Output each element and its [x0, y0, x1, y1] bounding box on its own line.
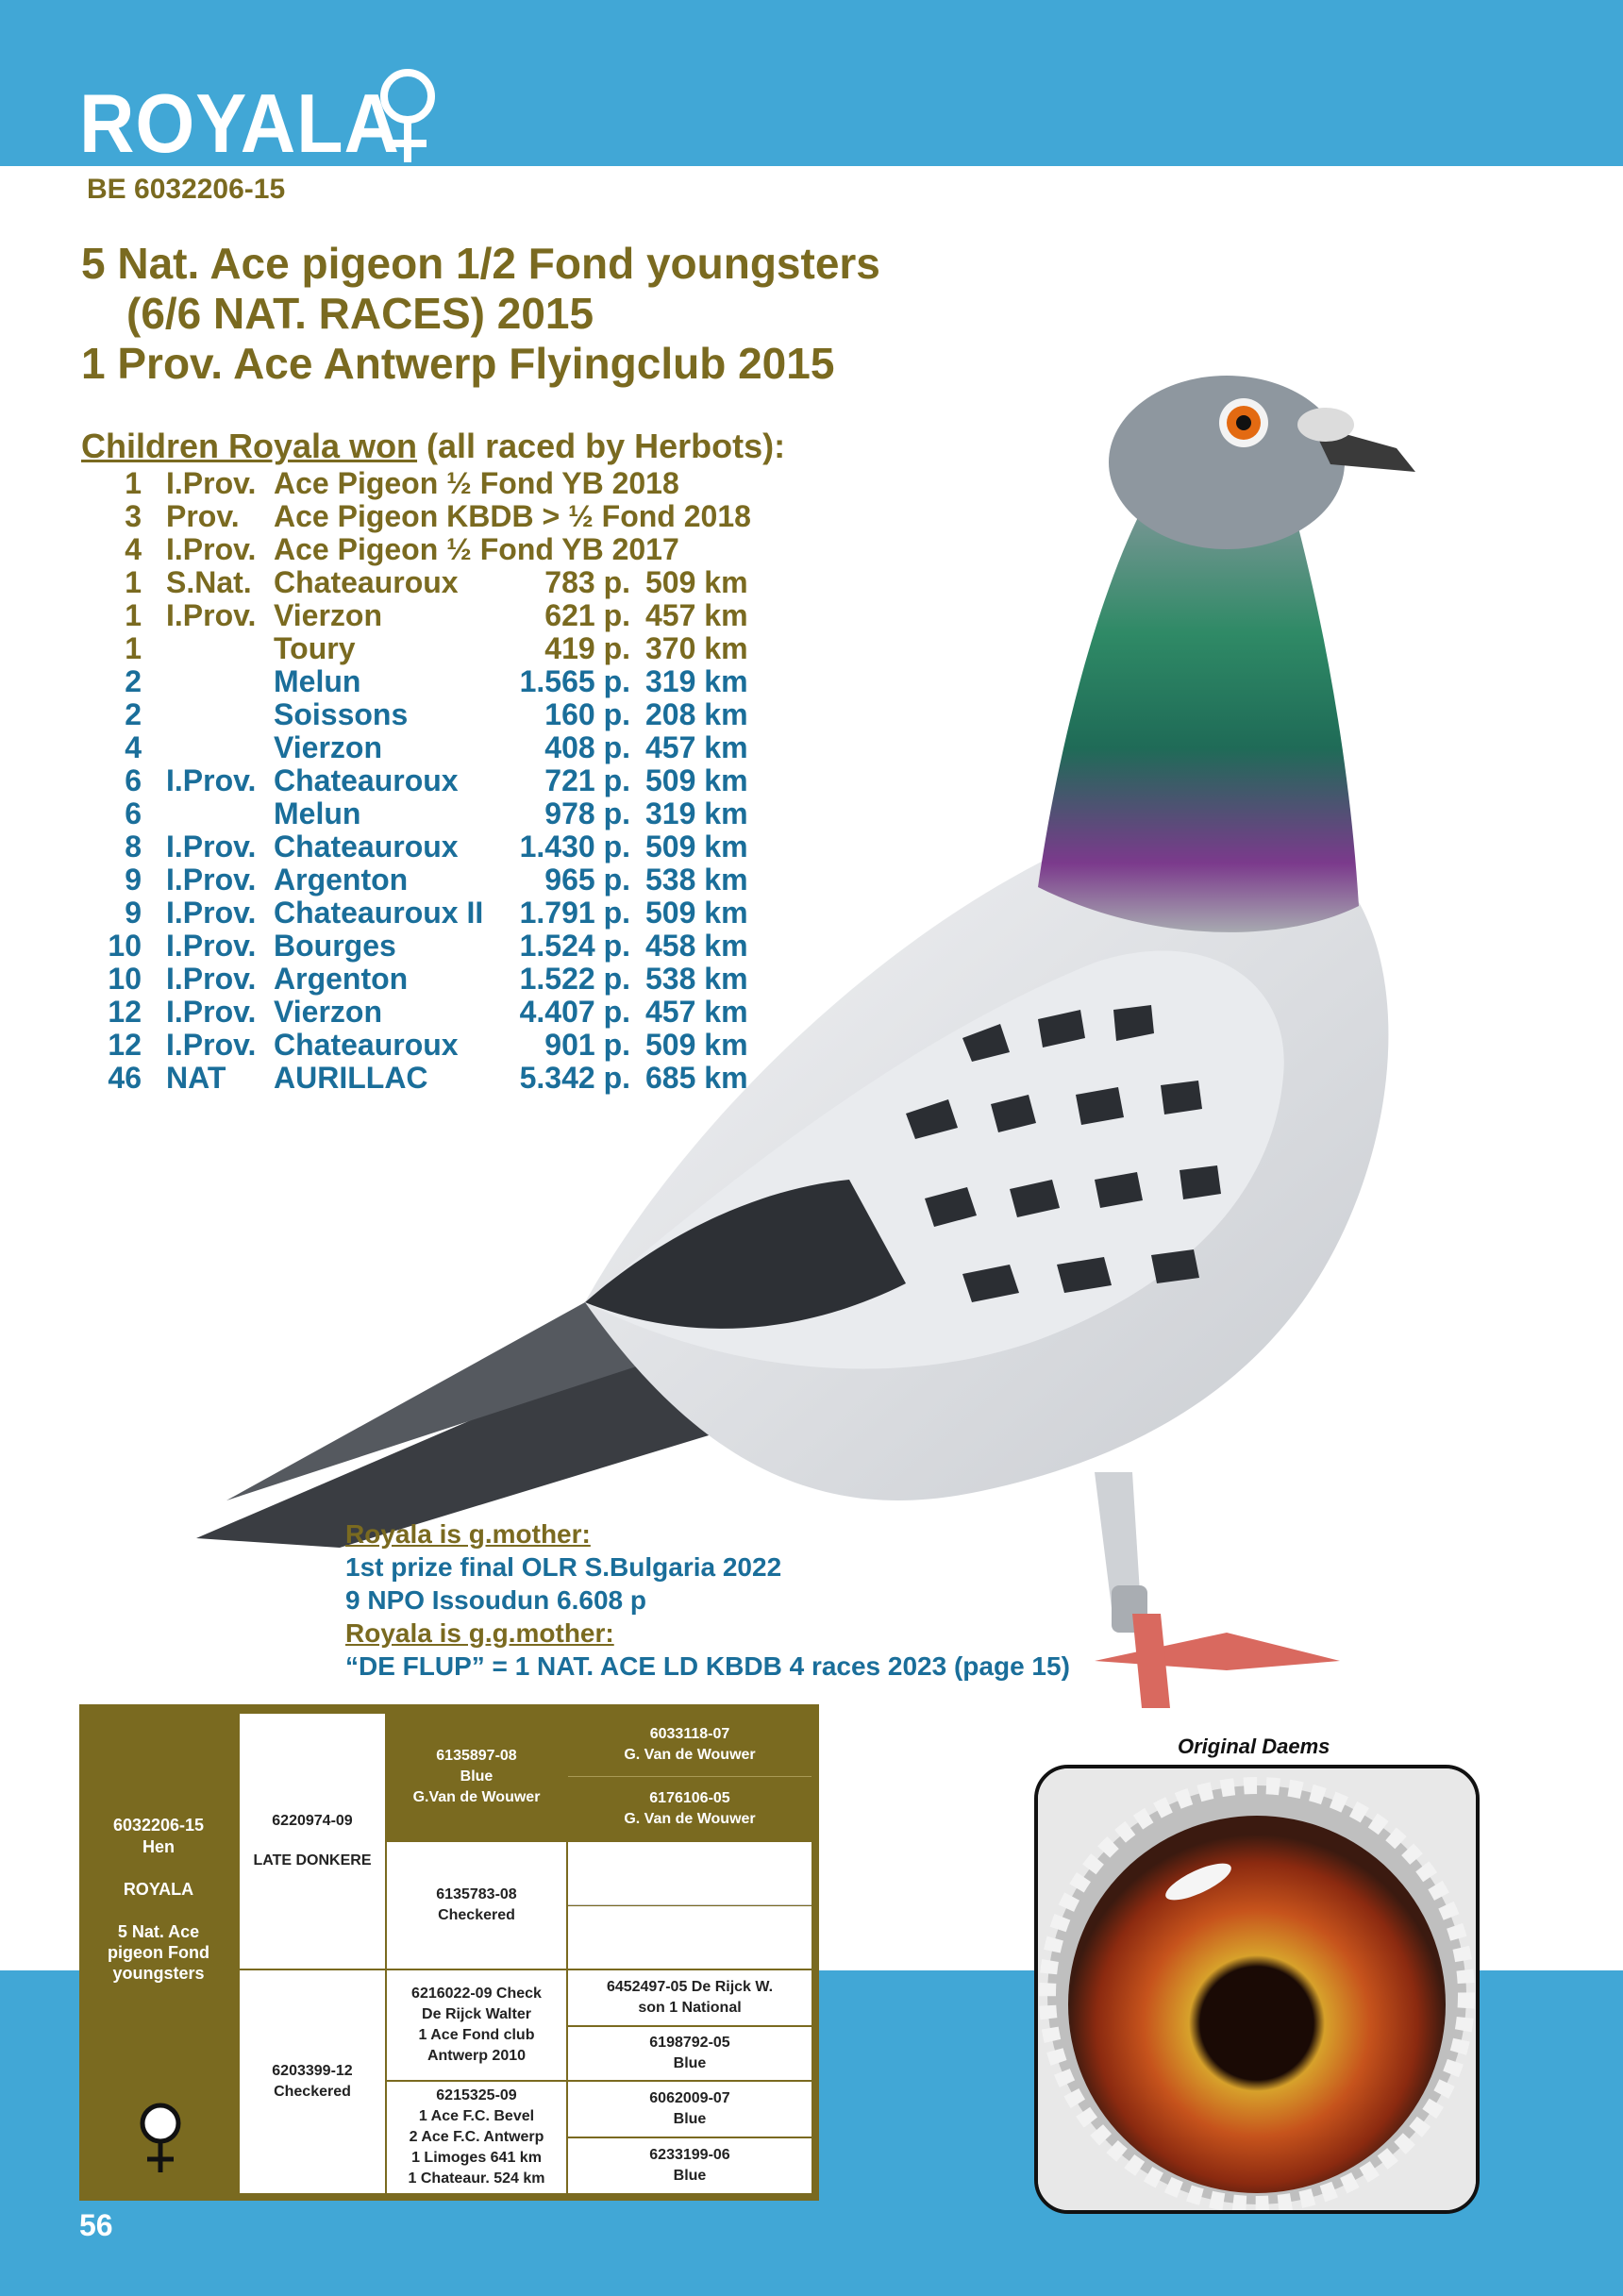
result-rank: 2	[125, 697, 142, 731]
result-place: Chateauroux	[274, 565, 459, 599]
pedigree-subject	[79, 1704, 238, 2201]
result-place: Toury	[274, 631, 356, 665]
ggp-cell-6: 6198792-05 Blue	[568, 2027, 812, 2080]
result-place: Chateauroux	[274, 830, 459, 863]
result-category: Prov.	[166, 499, 240, 533]
ggp-cell-2: 6176106-05 G. Van de Wouwer	[568, 1778, 812, 1840]
result-rank: 1	[125, 466, 142, 500]
ggp-cell-7: 6062009-07 Blue	[568, 2082, 812, 2137]
result-pigeons: 721 p.	[544, 763, 630, 797]
result-category: S.Nat.	[166, 565, 252, 599]
result-category: I.Prov.	[166, 962, 257, 996]
pedigree-table	[79, 1704, 819, 2201]
result-place: Melun	[274, 796, 361, 830]
result-rank: 1	[125, 598, 142, 632]
result-category: I.Prov.	[166, 763, 257, 797]
result-distance: 538 km	[645, 962, 748, 996]
headline-1: 5 Nat. Ace pigeon 1/2 Fond youngsters	[81, 239, 880, 288]
result-rank: 4	[125, 532, 142, 566]
result-pigeons: 1.565 p.	[519, 664, 630, 698]
sire-ring: 6220974-09	[272, 1813, 353, 1829]
result-rank: 6	[125, 763, 142, 797]
result-place: Argenton	[274, 962, 409, 996]
result-distance: 538 km	[645, 863, 748, 897]
result-pigeons: 419 p.	[544, 631, 630, 665]
result-category: I.Prov.	[166, 466, 257, 500]
subject-achievement: 5 Nat. Ace pigeon Fond youngsters	[108, 1922, 209, 1983]
result-distance: 458 km	[645, 929, 748, 963]
result-place: AURILLAC	[274, 1061, 428, 1095]
result-rank: 4	[125, 730, 142, 764]
result-rank: 8	[125, 830, 142, 863]
result-pigeons: 783 p.	[544, 565, 630, 599]
dam-cell	[240, 1970, 385, 2193]
result-category: I.Prov.	[166, 1028, 257, 1062]
result-rank: 6	[125, 796, 142, 830]
result-place: Chateauroux	[274, 763, 459, 797]
result-place: Ace Pigeon ½ Fond YB 2017	[274, 532, 679, 566]
result-distance: 370 km	[645, 631, 748, 665]
result-place: Ace Pigeon KBDB > ½ Fond 2018	[274, 499, 751, 533]
result-rank: 3	[125, 499, 142, 533]
result-pigeons: 1.524 p.	[519, 929, 630, 963]
ggp-cell-8: 6233199-06 Blue	[568, 2138, 812, 2193]
result-rank: 12	[108, 1028, 142, 1062]
gmother-line-2: 9 NPO Issoudun 6.608 p	[345, 1585, 646, 1615]
ggp-cell-1: 6033118-07 G. Van de Wouwer	[568, 1714, 812, 1777]
eye-photo	[1034, 1765, 1480, 2214]
result-pigeons: 160 p.	[544, 697, 630, 731]
result-category: I.Prov.	[166, 598, 257, 632]
subject-name: ROYALA	[123, 1880, 194, 1899]
result-rank: 46	[108, 1061, 142, 1095]
result-pigeons: 408 p.	[544, 730, 630, 764]
gmother-label-colon: :	[581, 1519, 591, 1549]
result-rank: 1	[125, 565, 142, 599]
result-pigeons: 5.342 p.	[519, 1061, 630, 1095]
result-place: Soissons	[274, 697, 409, 731]
result-distance: 509 km	[645, 830, 748, 863]
ring-number: BE 6032206-15	[87, 174, 286, 205]
sire-sire-cell: 6135897-08 Blue G.Van de Wouwer	[387, 1714, 566, 1840]
result-place: Melun	[274, 664, 361, 698]
result-category: I.Prov.	[166, 896, 257, 930]
result-category: I.Prov.	[166, 995, 257, 1029]
result-distance: 457 km	[645, 995, 748, 1029]
result-pigeons: 621 p.	[544, 598, 630, 632]
result-rank: 9	[125, 863, 142, 897]
dam-color: Checkered	[274, 2084, 351, 2100]
result-distance: 509 km	[645, 763, 748, 797]
result-distance: 509 km	[645, 565, 748, 599]
sire-cell	[240, 1714, 385, 1969]
page-title: ROYALA	[79, 76, 400, 170]
result-pigeons: 4.407 p.	[519, 995, 630, 1029]
gmother-line-1: 1st prize final OLR S.Bulgaria 2022	[345, 1552, 782, 1582]
page-number: 56	[79, 2208, 113, 2242]
ggmother-line-1: “DE FLUP” = 1 NAT. ACE LD KBDB 4 races 2023 (page 15)	[345, 1651, 1070, 1681]
result-category: I.Prov.	[166, 863, 257, 897]
dam-sire-cell: 6216022-09 Check De Rijck Walter 1 Ace Fond club Antwerp 2010	[387, 1970, 566, 2080]
dam-ring: 6203399-12	[272, 2063, 353, 2079]
result-category: I.Prov.	[166, 929, 257, 963]
children-title-underlined: Children Royala won	[81, 427, 418, 465]
female-symbol-icon	[134, 2101, 187, 2176]
result-place: Vierzon	[274, 730, 382, 764]
result-place: Bourges	[274, 929, 396, 963]
result-place: Vierzon	[274, 598, 382, 632]
result-distance: 319 km	[645, 664, 748, 698]
sire-name: LATE DONKERE	[253, 1852, 372, 1869]
result-category: I.Prov.	[166, 532, 257, 566]
result-category: NAT	[166, 1061, 226, 1095]
result-rank: 10	[108, 929, 142, 963]
result-distance: 509 km	[645, 1028, 748, 1062]
result-pigeons: 1.791 p.	[519, 896, 630, 930]
eye-illustration	[1038, 1768, 1476, 2210]
children-title-rest: (all raced by Herbots):	[417, 427, 786, 465]
subject-sex: Hen	[142, 1837, 175, 1856]
subject-ring: 6032206-15	[112, 1816, 205, 1835]
result-rank: 10	[108, 962, 142, 996]
result-distance: 457 km	[645, 730, 748, 764]
result-distance: 685 km	[645, 1061, 748, 1095]
result-pigeons: 901 p.	[544, 1028, 630, 1062]
female-symbol-icon	[370, 64, 445, 168]
result-place: Ace Pigeon ½ Fond YB 2018	[274, 466, 679, 500]
result-place: Chateauroux	[274, 1028, 459, 1062]
result-rank: 2	[125, 664, 142, 698]
result-rank: 12	[108, 995, 142, 1029]
result-distance: 208 km	[645, 697, 748, 731]
result-rank: 1	[125, 631, 142, 665]
result-distance: 457 km	[645, 598, 748, 632]
result-place: Argenton	[274, 863, 409, 897]
result-distance: 319 km	[645, 796, 748, 830]
gmother-label-text: Royala is g.mother	[345, 1519, 582, 1549]
result-pigeons: 1.430 p.	[519, 830, 630, 863]
result-pigeons: 965 p.	[544, 863, 630, 897]
headline-3: 1 Prov. Ace Antwerp Flyingclub 2015	[81, 339, 835, 388]
eye-caption: Original Daems	[1178, 1735, 1330, 1758]
result-category: I.Prov.	[166, 830, 257, 863]
gmother-label	[345, 1519, 591, 1550]
sire-dam-cell: 6135783-08 Checkered	[387, 1842, 566, 1969]
ggp-cell-3	[568, 1842, 812, 1905]
ggmother-label: Royala is g.g.mother:	[345, 1618, 614, 1648]
ggp-cell-5: 6452497-05 De Rijck W. son 1 National	[568, 1970, 812, 2025]
headline-2: (6/6 NAT. RACES) 2015	[126, 289, 594, 338]
ggp-cell-4	[568, 1906, 812, 1969]
result-distance: 509 km	[645, 896, 748, 930]
result-pigeons: 1.522 p.	[519, 962, 630, 996]
result-rank: 9	[125, 896, 142, 930]
result-place: Vierzon	[274, 995, 382, 1029]
result-pigeons: 978 p.	[544, 796, 630, 830]
dam-dam-cell: 6215325-09 1 Ace F.C. Bevel 2 Ace F.C. Antwerp 1 Limoges 641 km 1 Chateaur. 524 km	[387, 2082, 566, 2193]
result-place: Chateauroux II	[274, 896, 484, 930]
